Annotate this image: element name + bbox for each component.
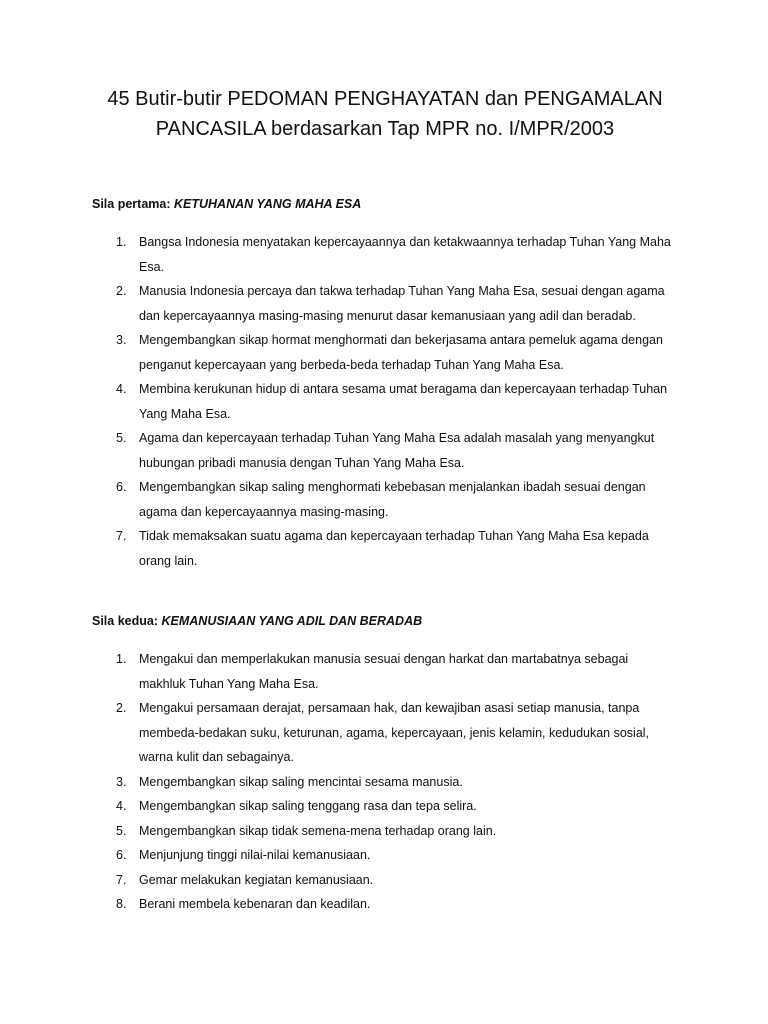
list-item (92, 770, 678, 795)
item-text: Menjunjung tinggi nilai-nilai kemanusiaan. (139, 848, 371, 862)
list-item (92, 892, 678, 917)
item-number: 8. (116, 897, 127, 911)
section-label: Sila kedua: (92, 614, 158, 628)
item-text: Agama dan kepercayaan terhadap Tuhan Yang Maha Esa adalah masalah yang menyangkut hubungan pribadi manusia dengan Tuhan Yang Maha Esa. (139, 431, 655, 470)
section-label: Sila pertama: (92, 197, 171, 211)
section-heading-sila-pertama (92, 194, 678, 214)
list-item (92, 230, 678, 279)
item-number: 2. (116, 701, 127, 715)
item-number: 2. (116, 284, 127, 298)
item-number: 7. (116, 872, 127, 887)
document-title (92, 84, 678, 144)
item-number: 5. (116, 431, 127, 445)
item-number: 3. (116, 774, 127, 789)
item-number: 4. (116, 799, 127, 813)
item-text: Mengakui persamaan derajat, persamaan hak, dan kewajiban asasi setiap manusia, tanpa membeda-bedakan suku, keturunan, agama, kepercayaan, jenis kelamin, kedudukan sosial, warna kulit dan sebagainya. (139, 701, 650, 764)
list-item (92, 647, 678, 696)
item-text: Gemar melakukan kegiatan kemanusiaan. (139, 872, 374, 887)
item-text: Membina kerukunan hidup di antara sesama umat beragama dan kepercayaan terhadap Tuhan Yang Maha Esa. (139, 382, 668, 421)
section-heading-sila-kedua (92, 611, 678, 631)
item-number: 5. (116, 823, 127, 838)
list-item (92, 794, 678, 819)
item-number: 6. (116, 480, 127, 494)
item-number: 1. (116, 235, 127, 249)
item-text: Mengakui dan memperlakukan manusia sesuai dengan harkat dan martabatnya sebagai makhluk Tuhan Yang Maha Esa. (139, 652, 629, 691)
item-number: 3. (116, 333, 127, 347)
item-number: 1. (116, 652, 127, 666)
item-text: Mengembangkan sikap tidak semena-mena terhadap orang lain. (139, 823, 497, 838)
item-number: 4. (116, 382, 127, 396)
item-text: Mengembangkan sikap saling mencintai sesama manusia. (139, 774, 463, 789)
section-name: KEMANUSIAAN YANG ADIL DAN BERADAB (161, 614, 423, 628)
list-item (92, 524, 678, 573)
item-text: Mengembangkan sikap hormat menghormati dan bekerjasama antara pemeluk agama dengan penganut kepercayaan yang berbeda-beda terhadap Tuhan Yang Maha Esa. (139, 333, 663, 372)
item-text: Berani membela kebenaran dan keadilan. (139, 897, 371, 911)
section-name: KETUHANAN YANG MAHA ESA (174, 197, 362, 211)
title-line-2: PANCASILA berdasarkan Tap MPR no. I/MPR/2003 (155, 118, 615, 140)
item-text: Mengembangkan sikap saling tenggang rasa dan tepa selira. (139, 799, 477, 813)
sila-pertama-list (92, 230, 678, 573)
list-item (92, 843, 678, 868)
list-item (92, 279, 678, 328)
item-text: Tidak memaksakan suatu agama dan kepercayaan terhadap Tuhan Yang Maha Esa kepada orang lain. (139, 529, 649, 568)
title-line-1: 45 Butir-butir PEDOMAN PENGHAYATAN dan PENGAMALAN (107, 88, 663, 110)
item-text: Bangsa Indonesia menyatakan kepercayaannya dan ketakwaannya terhadap Tuhan Yang Maha Esa. (139, 235, 671, 274)
section-spacer (92, 573, 678, 611)
list-item (92, 475, 678, 524)
item-text: Mengembangkan sikap saling menghormati kebebasan menjalankan ibadah sesuai dengan agama dan kepercayaannya masing-masing. (139, 480, 646, 519)
item-text: Manusia Indonesia percaya dan takwa terhadap Tuhan Yang Maha Esa, sesuai dengan agama dan kepercayaannya masing-masing menurut dasar kemanusiaan yang adil dan beradab. (139, 284, 665, 323)
sila-kedua-list (92, 647, 678, 917)
item-number: 6. (116, 848, 127, 862)
list-item (92, 328, 678, 377)
list-item (92, 868, 678, 893)
list-item (92, 819, 678, 844)
list-item (92, 377, 678, 426)
list-item (92, 426, 678, 475)
list-item (92, 696, 678, 770)
item-number: 7. (116, 529, 127, 543)
